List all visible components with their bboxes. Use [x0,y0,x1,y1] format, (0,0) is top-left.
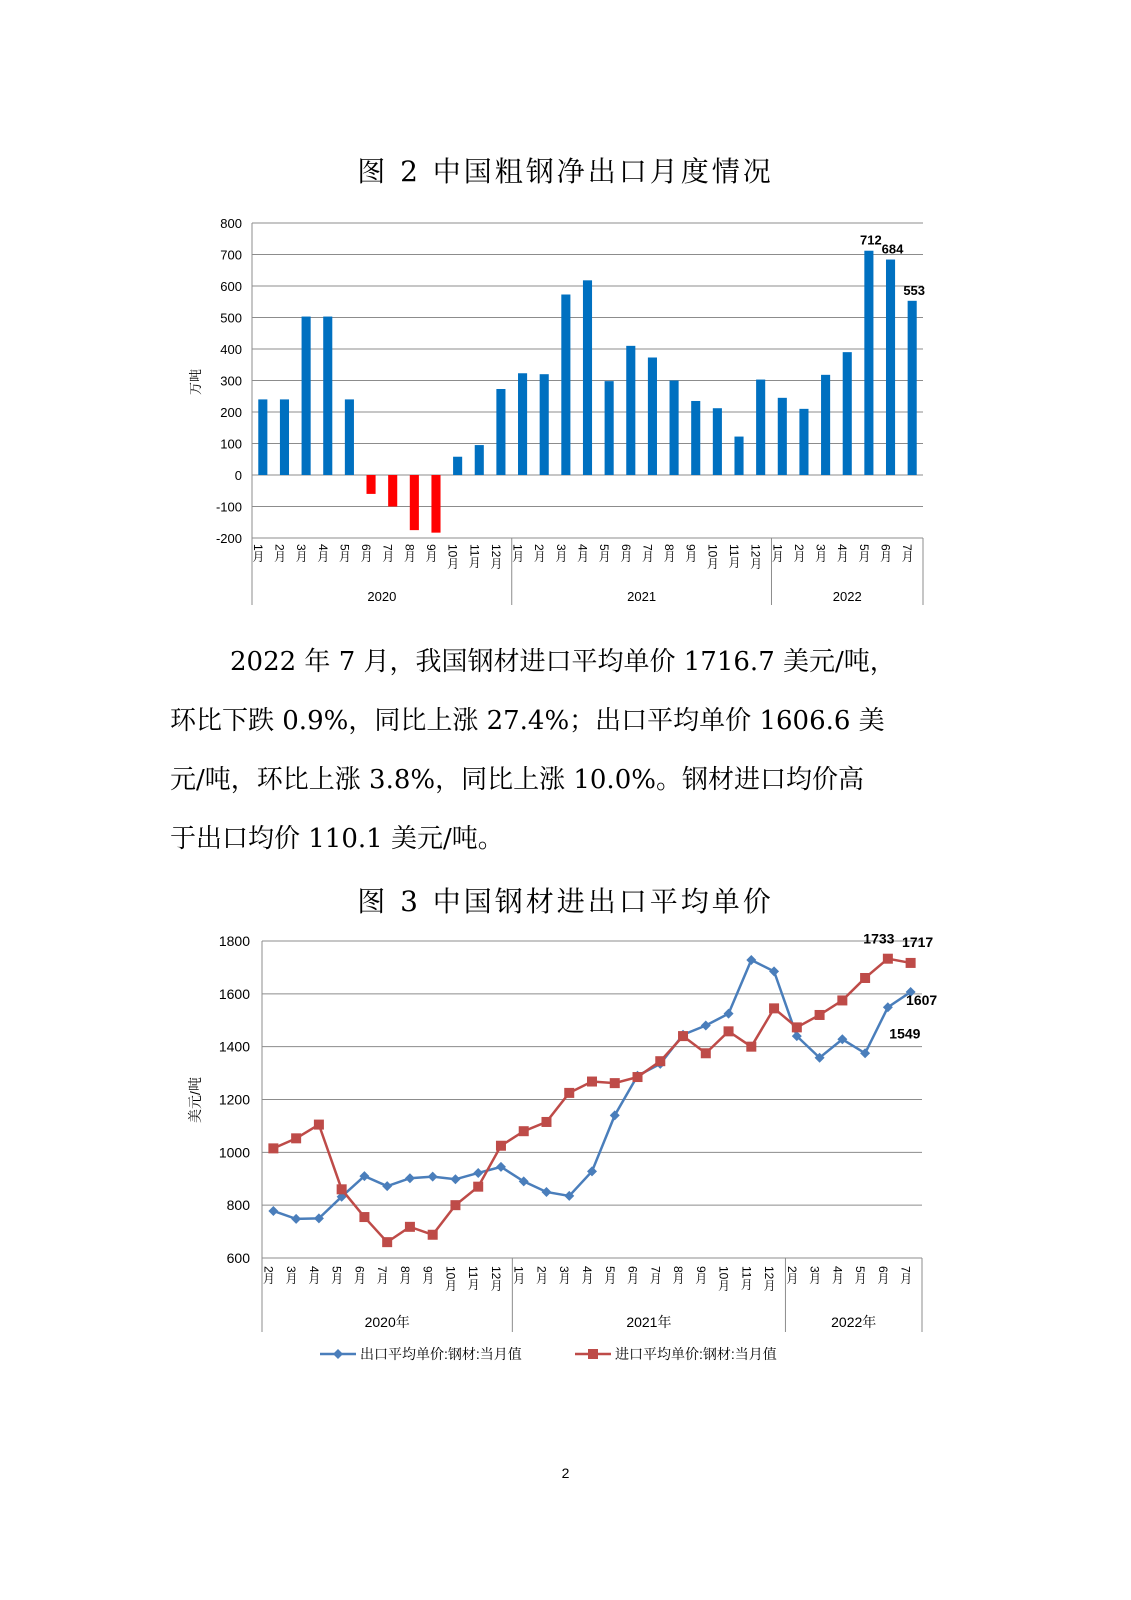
bar [843,352,852,475]
data-point [291,1133,301,1143]
y-tick-label: 400 [220,342,242,357]
data-point [519,1126,529,1136]
data-point [337,1184,347,1194]
data-point [268,1143,278,1153]
data-label: 684 [881,241,904,257]
series-line [273,960,910,1219]
data-point [610,1110,620,1120]
x-tick-label: 12月 [762,1266,777,1292]
x-tick-label: 1月 [511,1266,526,1285]
data-label: 1549 [889,1025,921,1042]
data-label: 1607 [906,991,938,1008]
y-axis-title: 美元/吨 [187,1077,203,1123]
x-tick-label: 3月 [557,1266,572,1285]
bar [756,380,765,475]
x-tick-label: 9月 [420,1266,435,1285]
y-tick-label: 1800 [218,933,250,949]
page-number: 2 [561,1465,570,1481]
x-tick-label: 4月 [580,1266,594,1285]
x-tick-label: 2月 [534,1266,549,1285]
y-tick-label: 1200 [218,1091,250,1108]
data-point [724,1026,734,1036]
paragraph-line: 于出口均价 110.1 美元/吨。 [170,824,504,854]
x-tick-label: 8月 [402,544,417,563]
bar [561,295,570,475]
x-tick-label: 10月 [445,544,460,570]
y-tick-label: 1000 [218,1144,250,1161]
bar [670,381,679,476]
data-point [837,995,847,1005]
bar [367,475,376,494]
data-point [655,1056,665,1066]
x-tick-label: 7月 [640,544,655,563]
x-tick-label: 8月 [671,1266,686,1285]
data-point [541,1187,551,1197]
bar [280,399,289,475]
x-tick-label: 6月 [878,544,893,563]
y-tick-label: -100 [215,499,242,515]
x-tick-label: 3月 [294,544,309,563]
data-label: 712 [860,232,882,248]
bar [302,317,311,475]
data-point [792,1022,802,1032]
group-label: 2021年 [626,1314,672,1330]
x-tick-label: 11月 [466,1266,481,1291]
x-tick-label: 2月 [272,544,287,563]
y-tick-label: 200 [220,405,242,420]
y-tick-label: 600 [226,1250,250,1266]
legend-marker [333,1349,343,1359]
x-tick-label: 8月 [662,544,677,563]
x-tick-label: 5月 [853,1266,868,1285]
y-tick-label: 300 [220,373,242,389]
data-point [633,1072,643,1082]
data-point [268,1206,278,1216]
bar [431,475,440,533]
data-point [541,1117,551,1127]
data-point [746,1042,756,1052]
series-line [273,959,910,1242]
bar [518,373,527,475]
x-tick-label: 3月 [807,1266,822,1285]
data-point [428,1172,438,1182]
unit-price-line-chart [180,920,960,1380]
y-tick-label: 100 [220,436,242,452]
data-point [405,1173,415,1183]
y-tick-label: 1400 [218,1038,250,1055]
bar [323,317,332,475]
x-tick-label: 3月 [284,1266,299,1285]
data-point [883,954,893,964]
data-point [473,1168,483,1178]
x-tick-label: 10月 [716,1266,731,1292]
group-label: 2022年 [831,1314,877,1330]
y-tick-label: 500 [220,310,242,326]
x-tick-label: 1月 [250,544,265,563]
x-tick-label: 2月 [261,1266,276,1285]
bar [713,408,722,475]
data-point [291,1214,301,1224]
bar [388,475,397,507]
bar [691,401,700,475]
data-label: 1733 [863,930,895,947]
x-tick-label: 5月 [597,544,612,563]
legend-marker [588,1349,598,1359]
x-tick-label: 4月 [835,544,850,563]
bar [410,475,419,530]
x-tick-label: 7月 [375,1266,390,1285]
x-tick-label: 7月 [898,1266,913,1285]
bar [258,399,267,475]
x-tick-label: 4月 [830,1266,845,1285]
data-point [496,1141,506,1151]
x-tick-label: 10月 [443,1266,458,1292]
data-point [769,1003,779,1013]
bar [648,358,657,475]
data-point [701,1048,711,1058]
group-label: 2020 [367,589,397,604]
data-point [678,1031,688,1041]
x-tick-label: 4月 [315,544,330,563]
bar [583,280,592,475]
x-tick-label: 6月 [875,1266,890,1285]
data-point [815,1010,825,1020]
x-tick-label: 2月 [791,544,806,563]
x-tick-label: 6月 [352,1266,367,1285]
data-point [564,1088,574,1098]
bar [345,399,354,475]
data-point [906,958,916,968]
data-point [587,1077,597,1087]
bar [626,346,635,475]
x-tick-label: 5月 [602,1266,617,1285]
group-label: 2021 [627,589,657,604]
x-tick-label: 7月 [380,544,395,563]
x-tick-label: 10月 [705,544,720,570]
data-point [473,1182,483,1192]
x-tick-label: 2月 [532,544,547,563]
group-label: 2022 [832,589,862,604]
x-tick-label: 12月 [748,544,763,570]
data-point [382,1181,392,1191]
x-tick-label: 5月 [856,544,871,563]
bar [475,445,484,475]
figure-3-caption: 图 3 中国钢材进出口平均单价 [357,885,774,918]
data-point [701,1021,711,1031]
legend-label: 进口平均单价:钢材:当月值 [615,1346,777,1362]
x-tick-label: 9月 [423,544,438,563]
data-point [382,1237,392,1247]
bar [799,409,808,475]
x-tick-label: 11月 [739,1266,754,1291]
data-point [428,1230,438,1240]
x-tick-label: 8月 [397,1266,412,1285]
y-tick-label: 600 [220,279,242,294]
y-tick-label: 800 [220,216,242,231]
x-tick-label: 1月 [510,544,525,563]
body-paragraph [170,633,970,869]
bar [734,437,743,475]
bar [908,301,917,475]
bar [778,398,787,475]
data-label: 1717 [902,933,934,950]
x-tick-label: 4月 [306,1266,321,1285]
data-point [359,1212,369,1222]
x-tick-label: 9月 [683,544,698,563]
x-tick-label: 6月 [359,544,374,563]
y-tick-label: 0 [234,468,242,483]
paragraph-line: 环比下跌 0.9%，同比上涨 27.4%；出口平均单价 1606.6 美 [170,706,885,736]
x-tick-label: 7月 [900,544,915,563]
x-tick-label: 3月 [553,544,568,563]
bar [540,374,549,475]
y-tick-label: 1600 [218,985,250,1002]
data-point [405,1222,415,1232]
x-tick-label: 9月 [693,1266,708,1285]
data-point [860,973,870,983]
bar [821,375,830,475]
bar [864,251,873,475]
bar [453,457,462,475]
figure-2-caption: 图 2 中国粗钢净出口月度情况 [357,155,774,188]
x-tick-label: 6月 [618,544,633,563]
paragraph-line: 2022 年 7 月，我国钢材进口平均单价 1716.7 美元/吨， [230,647,896,677]
net-export-bar-chart [180,210,950,610]
x-tick-label: 12月 [488,544,503,570]
x-tick-label: 2月 [784,1266,799,1285]
x-tick-label: 11月 [727,544,742,569]
x-tick-label: 4月 [575,544,590,563]
y-tick-label: -200 [215,531,242,546]
bar [605,381,614,475]
x-tick-label: 5月 [337,544,352,563]
data-label: 553 [903,282,926,298]
y-tick-label: 700 [220,247,242,263]
bar [886,260,895,475]
x-tick-label: 7月 [648,1266,663,1285]
x-tick-label: 6月 [625,1266,640,1285]
x-tick-label: 12月 [488,1266,503,1292]
x-tick-label: 3月 [813,544,828,563]
y-tick-label: 800 [226,1197,250,1214]
data-point [769,966,779,976]
data-point [746,955,756,965]
data-point [450,1200,460,1210]
data-point [450,1174,460,1184]
x-tick-label: 11月 [467,544,482,569]
group-label: 2020年 [364,1314,410,1330]
data-point [314,1120,324,1130]
data-point [610,1078,620,1088]
legend-label: 出口平均单价:钢材:当月值 [360,1346,522,1362]
data-point [724,1009,734,1019]
y-axis-title: 万吨 [188,368,203,396]
paragraph-line: 元/吨，环比上涨 3.8%，同比上涨 10.0%。钢材进口均价高 [170,765,864,795]
x-tick-label: 5月 [329,1266,344,1285]
x-tick-label: 1月 [770,544,785,563]
bar [496,389,505,475]
